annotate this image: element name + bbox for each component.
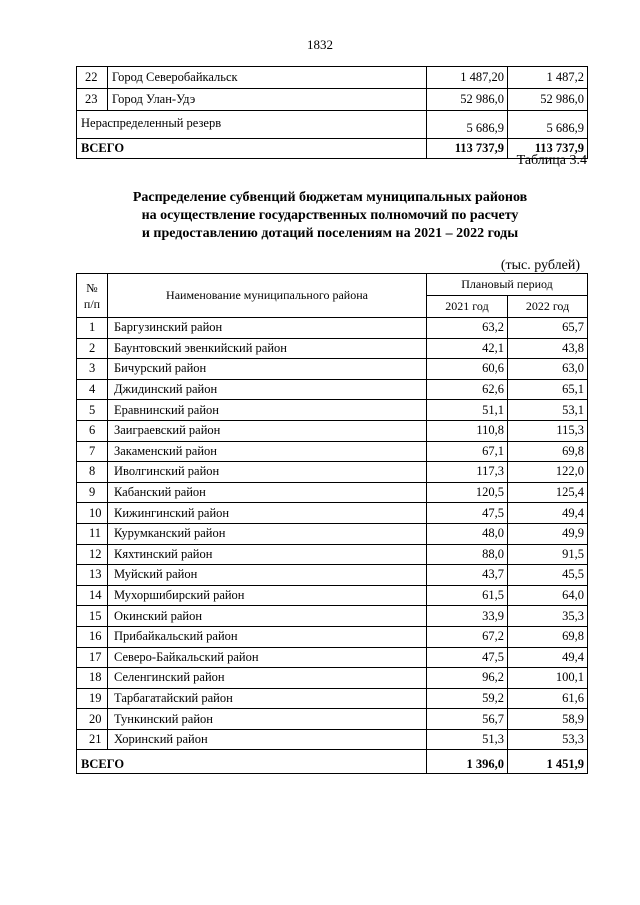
value-2021: 63,2	[427, 318, 508, 339]
value-2021: 88,0	[427, 544, 508, 565]
row-number: 21	[77, 729, 108, 750]
district-name: Заиграевский район	[108, 420, 427, 441]
value-2022: 65,1	[508, 379, 588, 400]
district-name: Селенгинский район	[108, 668, 427, 689]
district-name: Муйский район	[108, 565, 427, 586]
row-number: 22	[77, 67, 108, 89]
value-2021: 56,7	[427, 709, 508, 730]
district-name: Окинский район	[108, 606, 427, 627]
table-row	[77, 482, 588, 503]
value-2021: 47,5	[427, 647, 508, 668]
reserve-label: Нераспределенный резерв	[77, 111, 427, 139]
header-row	[77, 274, 588, 296]
value-2022: 69,8	[508, 626, 588, 647]
district-name: Тункинский район	[108, 709, 427, 730]
value-2021: 110,8	[427, 420, 508, 441]
header-period: Плановый период	[427, 274, 588, 296]
district-name: Джидинский район	[108, 379, 427, 400]
district-name: Кижингинский район	[108, 503, 427, 524]
total-2022: 113 737,9	[508, 139, 588, 159]
district-name: Кабанский район	[108, 482, 427, 503]
total-label: ВСЕГО	[77, 139, 427, 159]
row-number: 4	[77, 379, 108, 400]
district-name: Тарбагатайский район	[108, 688, 427, 709]
table-row	[77, 400, 588, 421]
total-2022: 1 451,9	[508, 750, 588, 774]
table-row	[77, 626, 588, 647]
table-row	[77, 338, 588, 359]
heading-line: Распределение субвенций бюджетам муниципальных районов	[132, 190, 528, 205]
table-row	[77, 544, 588, 565]
row-name: Город Улан-Удэ	[108, 89, 427, 111]
reserve-row	[77, 111, 588, 139]
row-number: 1	[77, 318, 108, 339]
table-row	[77, 67, 588, 89]
row-number: 2	[77, 338, 108, 359]
row-number: 18	[77, 668, 108, 689]
district-name: Баргузинский район	[108, 318, 427, 339]
row-number: 6	[77, 420, 108, 441]
reserve-2021: 5 686,9	[427, 111, 508, 139]
header-number: № п/п	[77, 274, 108, 318]
value-2021: 60,6	[427, 359, 508, 380]
value-2021: 96,2	[427, 668, 508, 689]
value-2022: 49,4	[508, 503, 588, 524]
district-name: Мухоршибирский район	[108, 585, 427, 606]
header-2022: 2022 год	[508, 296, 588, 318]
value-2021: 33,9	[427, 606, 508, 627]
table-label: Таблица 3.4	[516, 153, 587, 168]
subventions-table	[76, 273, 588, 774]
row-number: 16	[77, 626, 108, 647]
value-2021: 52 986,0	[427, 89, 508, 111]
value-2021: 47,5	[427, 503, 508, 524]
value-2021: 117,3	[427, 462, 508, 483]
value-2022: 125,4	[508, 482, 588, 503]
table-row	[77, 462, 588, 483]
value-2022: 61,6	[508, 688, 588, 709]
value-2022: 49,9	[508, 523, 588, 544]
table-row	[77, 565, 588, 586]
page-number: 1832	[307, 37, 333, 52]
value-2022: 49,4	[508, 647, 588, 668]
table-row	[77, 359, 588, 380]
value-2022: 91,5	[508, 544, 588, 565]
value-2021: 120,5	[427, 482, 508, 503]
row-number: 19	[77, 688, 108, 709]
value-2021: 59,2	[427, 688, 508, 709]
value-2022: 100,1	[508, 668, 588, 689]
reserve-2022: 5 686,9	[508, 111, 588, 139]
row-number: 17	[77, 647, 108, 668]
row-number: 9	[77, 482, 108, 503]
district-name: Прибайкальский район	[108, 626, 427, 647]
header-name: Наименование муниципального района	[108, 274, 427, 318]
value-2022: 53,1	[508, 400, 588, 421]
row-number: 12	[77, 544, 108, 565]
value-2022: 58,9	[508, 709, 588, 730]
row-number: 20	[77, 709, 108, 730]
row-number: 11	[77, 523, 108, 544]
table-row	[77, 523, 588, 544]
table-row	[77, 647, 588, 668]
district-name: Хоринский район	[108, 729, 427, 750]
continuation-table	[76, 66, 588, 159]
heading-line: и предоставлению дотаций поселениям на 2021 – 2022 годы	[141, 226, 519, 241]
heading-line: на осуществление государственных полномочий по расчету	[141, 208, 519, 223]
row-number: 14	[77, 585, 108, 606]
heading	[80, 189, 580, 243]
value-2021: 51,3	[427, 729, 508, 750]
value-2022: 43,8	[508, 338, 588, 359]
district-name: Бичурский район	[108, 359, 427, 380]
district-name: Иволгинский район	[108, 462, 427, 483]
value-2022: 35,3	[508, 606, 588, 627]
value-2021: 1 487,20	[427, 67, 508, 89]
table-row	[77, 379, 588, 400]
value-2022: 64,0	[508, 585, 588, 606]
value-2022: 1 487,2	[508, 67, 588, 89]
table-row	[77, 441, 588, 462]
table-row	[77, 709, 588, 730]
value-2021: 62,6	[427, 379, 508, 400]
value-2022: 45,5	[508, 565, 588, 586]
row-number: 5	[77, 400, 108, 421]
district-name: Еравнинский район	[108, 400, 427, 421]
row-number: 23	[77, 89, 108, 111]
table-row	[77, 606, 588, 627]
value-2021: 61,5	[427, 585, 508, 606]
row-number: 13	[77, 565, 108, 586]
value-2021: 67,2	[427, 626, 508, 647]
row-number: 10	[77, 503, 108, 524]
total-label: ВСЕГО	[77, 750, 427, 774]
value-2022: 53,3	[508, 729, 588, 750]
value-2022: 122,0	[508, 462, 588, 483]
total-2021: 113 737,9	[427, 139, 508, 159]
table-row	[77, 585, 588, 606]
district-name: Курумканский район	[108, 523, 427, 544]
value-2021: 48,0	[427, 523, 508, 544]
row-number: 15	[77, 606, 108, 627]
table-row	[77, 318, 588, 339]
row-name: Город Северобайкальск	[108, 67, 427, 89]
value-2021: 51,1	[427, 400, 508, 421]
row-number: 7	[77, 441, 108, 462]
table-row	[77, 420, 588, 441]
district-name: Закаменский район	[108, 441, 427, 462]
value-2021: 67,1	[427, 441, 508, 462]
row-number: 8	[77, 462, 108, 483]
value-2021: 42,1	[427, 338, 508, 359]
units-label: (тыс. рублей)	[500, 258, 580, 273]
row-number: 3	[77, 359, 108, 380]
value-2022: 65,7	[508, 318, 588, 339]
table-row	[77, 503, 588, 524]
value-2021: 43,7	[427, 565, 508, 586]
table-row	[77, 668, 588, 689]
value-2022: 115,3	[508, 420, 588, 441]
table-row	[77, 89, 588, 111]
table-row	[77, 688, 588, 709]
district-name: Кяхтинский район	[108, 544, 427, 565]
value-2022: 69,8	[508, 441, 588, 462]
total-2021: 1 396,0	[427, 750, 508, 774]
district-name: Баунтовский эвенкийский район	[108, 338, 427, 359]
value-2022: 52 986,0	[508, 89, 588, 111]
value-2022: 63,0	[508, 359, 588, 380]
district-name: Северо-Байкальский район	[108, 647, 427, 668]
table-row	[77, 729, 588, 750]
header-2021: 2021 год	[427, 296, 508, 318]
total-row	[77, 750, 588, 774]
